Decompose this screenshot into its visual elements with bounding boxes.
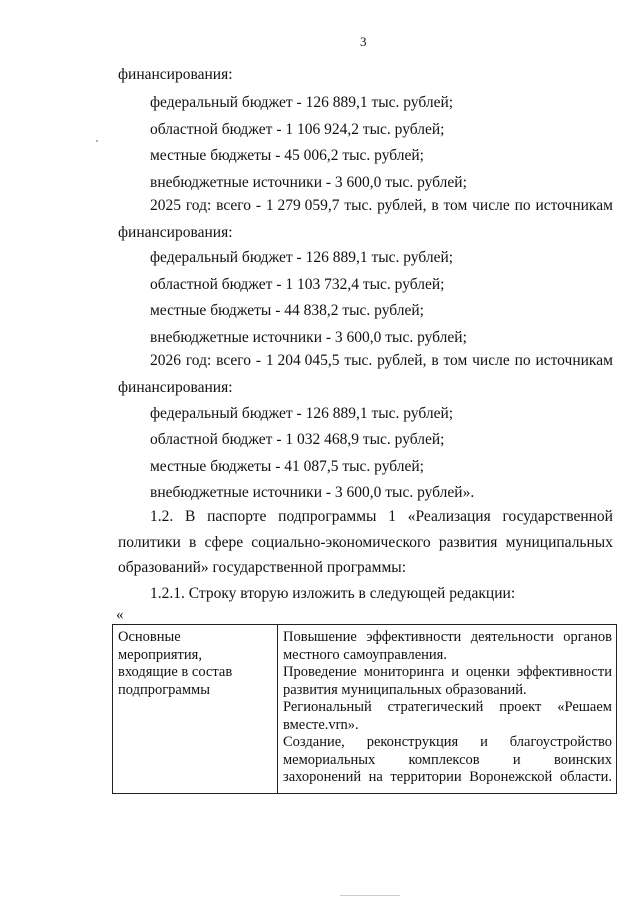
- word: числе: [472, 197, 510, 214]
- text-line: областной бюджет - 1 032 468,9 тыс. рублей;: [150, 431, 445, 448]
- word: и: [480, 734, 488, 750]
- word: тыс.: [344, 197, 373, 214]
- word: том: [443, 197, 468, 214]
- word: проект: [499, 699, 542, 715]
- word: «Реализация: [407, 508, 491, 525]
- justified-line: [150, 508, 613, 526]
- text-line: федеральный бюджет - 126 889,1 тыс. рублей;: [150, 249, 454, 266]
- cell-line: [283, 769, 612, 787]
- word: стратегический: [387, 699, 484, 715]
- text-line: областной бюджет - 1 103 732,4 тыс. рублей;: [150, 276, 445, 293]
- word: воинских: [553, 751, 612, 768]
- word: оценки: [465, 664, 510, 680]
- word: Создание,: [283, 734, 345, 750]
- word: числе: [472, 352, 510, 369]
- cell-line: вместе.vrn».: [283, 716, 359, 733]
- table-cell-label: [113, 625, 278, 794]
- word: реконструкция: [366, 734, 459, 750]
- text-line: федеральный бюджет - 126 889,1 тыс. рублей;: [150, 405, 454, 422]
- cell-line: Основные: [118, 629, 181, 645]
- word: В: [185, 508, 196, 525]
- word: всего: [216, 352, 252, 369]
- cell-line: мероприятия,: [118, 646, 202, 663]
- scan-speck: [96, 140, 98, 142]
- word: мемориальных: [283, 751, 376, 768]
- cell-line: подпрограммы: [118, 681, 210, 698]
- scan-edge-mark: [340, 895, 400, 896]
- word: подпрограммы: [278, 508, 377, 525]
- word: государственной: [502, 508, 613, 525]
- opening-quote: «: [116, 607, 124, 623]
- word: эффективности: [366, 629, 462, 645]
- text-line: внебюджетные источники - 3 600,0 тыс. рублей;: [150, 329, 467, 346]
- text-line: местные бюджеты - 41 087,5 тыс. рублей;: [150, 458, 424, 475]
- word: Проведение: [283, 664, 357, 680]
- word: по: [514, 197, 531, 214]
- word: «Решаем: [557, 699, 612, 715]
- cell-line: входящие в состав: [118, 664, 233, 680]
- word: захоронений: [283, 769, 362, 785]
- word: политики: [118, 534, 181, 551]
- text-line: федеральный бюджет - 126 889,1 тыс. рублей;: [150, 94, 454, 111]
- word: мониторинга: [363, 664, 445, 680]
- word: органов: [563, 629, 612, 645]
- subprogram-table: [112, 624, 617, 794]
- word: год:: [185, 197, 212, 214]
- justified-line: [150, 352, 613, 370]
- word: области.: [559, 769, 612, 785]
- word: 2025: [150, 197, 181, 214]
- word: по: [514, 352, 531, 369]
- justified-line: [150, 197, 613, 215]
- word: 1 204 045,5: [265, 352, 340, 369]
- word: паспорте: [207, 508, 267, 525]
- word: -: [255, 352, 262, 369]
- word: тыс.: [344, 352, 373, 369]
- word: территории: [390, 769, 462, 785]
- word: в: [431, 352, 439, 369]
- word: и: [451, 664, 459, 680]
- cell-line: [283, 734, 612, 752]
- cell-line: [283, 699, 612, 717]
- word: 1 279 059,7: [265, 197, 340, 214]
- word: всего: [216, 197, 252, 214]
- cell-line: [283, 629, 612, 647]
- word: сфере: [204, 534, 244, 551]
- word: на: [368, 769, 383, 785]
- table-cell-content: [278, 625, 617, 794]
- word: -: [255, 197, 262, 214]
- text-line: внебюджетные источники - 3 600,0 тыс. рублей;: [150, 174, 467, 191]
- cell-line: [283, 752, 612, 770]
- text-line: 1.2.1. Строку вторую изложить в следующей редакции:: [150, 585, 516, 602]
- word: социально-экономического: [251, 534, 431, 551]
- text-line: финансирования:: [118, 66, 233, 83]
- word: 1.2.: [150, 508, 174, 525]
- justified-line: [118, 534, 613, 552]
- word: в: [188, 534, 197, 551]
- word: Воронежской: [469, 769, 553, 785]
- word: развития: [438, 534, 498, 551]
- word: источникам: [535, 197, 613, 214]
- word: в: [431, 197, 439, 214]
- word: деятельности: [470, 629, 554, 645]
- word: рублей,: [377, 197, 427, 214]
- word: год:: [185, 352, 212, 369]
- word: источникам: [535, 352, 613, 369]
- word: комплексов: [408, 751, 480, 768]
- word: Повышение: [283, 629, 357, 645]
- word: благоустройство: [509, 734, 612, 750]
- word: 1: [388, 508, 396, 525]
- word: эффективности: [516, 664, 612, 680]
- word: том: [443, 352, 468, 369]
- cell-line: [283, 664, 612, 682]
- text-line: местные бюджеты - 44 838,2 тыс. рублей;: [150, 302, 424, 319]
- text-line: областной бюджет - 1 106 924,2 тыс. рублей;: [150, 121, 445, 138]
- word: рублей,: [377, 352, 427, 369]
- word: Региональный: [283, 699, 372, 715]
- word: муниципальных: [505, 534, 613, 551]
- text-line: внебюджетные источники - 3 600,0 тыс. рублей».: [150, 484, 475, 501]
- page-number: 3: [360, 34, 367, 49]
- word: 2026: [150, 352, 181, 369]
- cell-line: развития муниципальных образований.: [283, 681, 527, 698]
- text-line: местные бюджеты - 45 006,2 тыс. рублей;: [150, 147, 424, 164]
- text-line: образований» государственной программы:: [118, 559, 407, 576]
- text-line: финансирования:: [118, 224, 233, 241]
- word: и: [512, 751, 521, 768]
- text-line: финансирования:: [118, 379, 233, 396]
- cell-line: местного самоуправления.: [283, 646, 447, 663]
- table-row: [113, 625, 617, 794]
